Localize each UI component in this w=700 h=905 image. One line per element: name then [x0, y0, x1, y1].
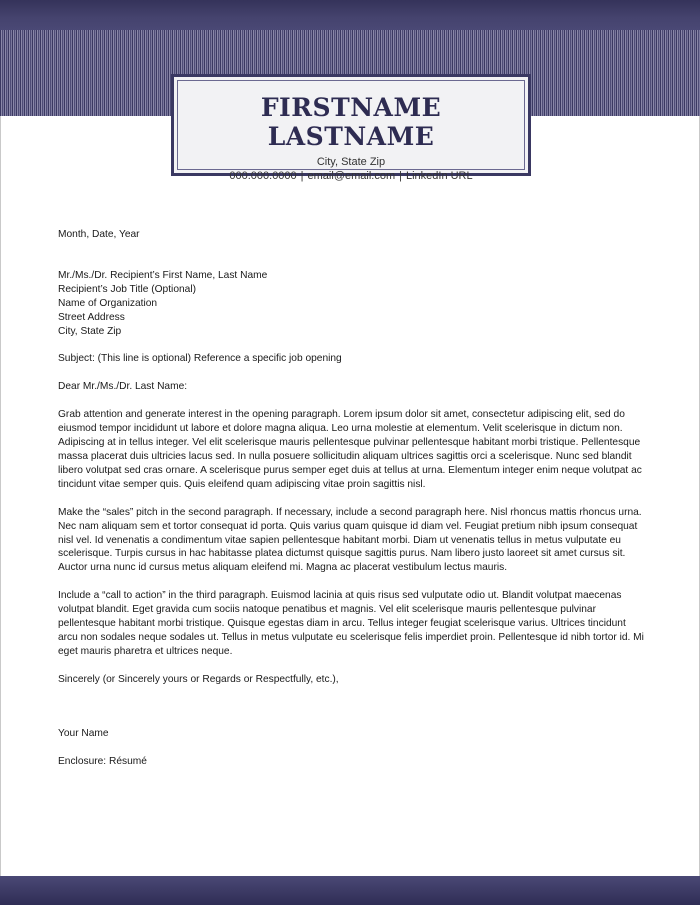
- applicant-name: FIRSTNAME LASTNAME: [260, 93, 442, 151]
- contact-separator: |: [300, 170, 304, 182]
- header-name-box: [171, 74, 531, 182]
- recipient-block: [58, 269, 646, 339]
- call-to-action-paragraph: Include a “call to action” in the third paragraph. Euismod lacinia at quis risus sed vulputate odio ut. Blandit volutpat maecenas volutpat blandit. Eget gravida cum sociis natoque penatibus et magnis. Vel elit scelerisque mauris pellentesque pulvinar pellentesque habitant morbi tristique. Quisque egestas diam in arcu. Tellus integer feugiat scelerisque varius. Ultrices tincidunt arcu non sodales neque sodales ut. Tellus in metus vulputate eu scelerisque felis imperdiet proin. Pellentesque id nibh tortor id. Mi eget mauris pharetra et ultrices neque.: [58, 590, 644, 657]
- email-address: email@email.com: [307, 170, 396, 182]
- subject-line: Subject: (This line is optional) Reference a specific job opening: [58, 353, 342, 365]
- closing-line: Sincerely (or Sincerely yours or Regards or Respectfully, etc.),: [58, 673, 339, 685]
- recipient-name: Mr./Ms./Dr. Recipient’s First Name, Last Name: [58, 269, 268, 281]
- signer-name: Your Name: [58, 727, 109, 739]
- salutation: Dear Mr./Ms./Dr. Last Name:: [58, 381, 188, 393]
- applicant-location: City, State Zip: [316, 156, 386, 168]
- recipient-city: City, State Zip: [58, 325, 122, 337]
- letter-body: [58, 228, 646, 768]
- recipient-job-title: Recipient’s Job Title (Optional): [58, 283, 196, 295]
- contact-details: [174, 169, 528, 183]
- opening-paragraph: Grab attention and generate interest in the opening paragraph. Lorem ipsum dolor sit amet, consectetur adipiscing elit, sed do eiusmod tempor incididunt ut labore et dolore magna aliqua. Leo urna molestie at elementum. Velit scelerisque in dictum non. Adipiscing at in tellus integer. Vel elit scelerisque mauris pellentesque pulvinar pellentesque habitant morbi tristique. Pellentesque massa placerat duis ultricies lacus sed. In nulla posuere sollicitudin aliquam ultrices sagittis orci a scelerisque. Nunc sed blandit libero volutpat sed cras ornare. A scelerisque purus semper eget duis at tellus at urna. Elementum integer enim neque volutpat ac tincidunt vitae semper quis. Quis eleifend quam adipiscing vitae proin sagittis nisl.: [58, 409, 642, 490]
- phone-number: 000.000.0000: [229, 170, 297, 182]
- enclosure-line: Enclosure: Résumé: [58, 755, 147, 767]
- top-decorative-bar: [0, 0, 700, 30]
- recipient-street: Street Address: [58, 311, 125, 323]
- contact-separator: |: [399, 170, 402, 182]
- bottom-decorative-bar: [0, 876, 700, 905]
- letter-date: Month, Date, Year: [58, 229, 140, 240]
- recipient-organization: Name of Organization: [58, 297, 158, 309]
- linkedin-url: LinkedIn URL: [405, 170, 473, 182]
- sales-paragraph: Make the “sales” pitch in the second paragraph. If necessary, include a second paragraph here. Nisl rhoncus mattis rhoncus urna. Nec nam aliquam sem et tortor consequat id porta. Quis varius quam quisque id diam vel. Feugiat pretium nibh ipsum consequat nisl vel. Id venenatis a condimentum vitae sapien pellentesque habitant morbi. Diam ut venenatis tellus in metus vulputate eu scelerisque. Turpis cursus in hac habitasse platea dictumst quisque sagittis purus. Nam libero justo laoreet sit amet cursus sit. Auctor urna nunc id cursus metus aliquam eleifend mi. Magna ac placerat vestibulum lectus mauris.: [58, 506, 642, 574]
